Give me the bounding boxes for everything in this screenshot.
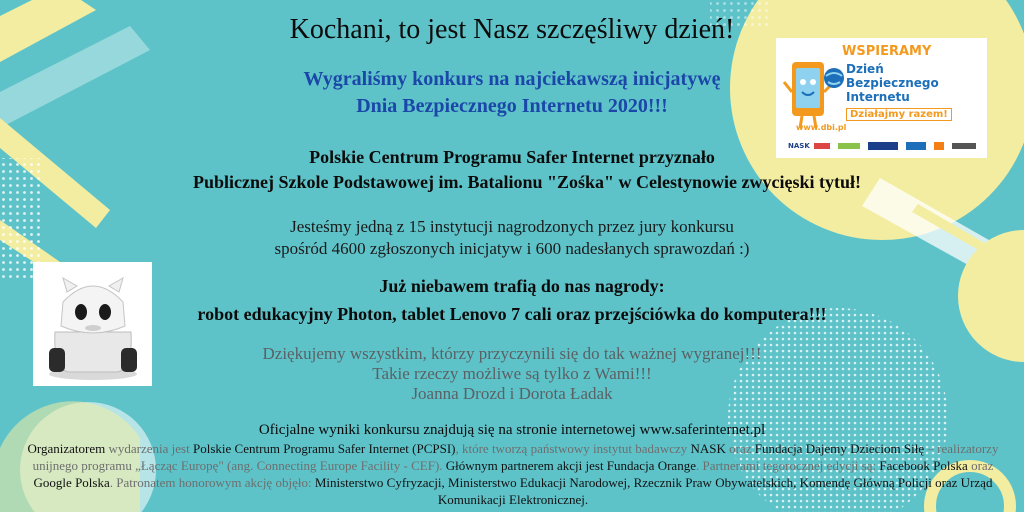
partner-logo <box>952 143 976 149</box>
results-link-text: Oficjalne wyniki konkursu znajdują się na stronie internetowej www.saferinternet.pl <box>258 422 766 438</box>
logo-partner-nask: NASK <box>788 142 810 150</box>
signature: Joanna Drozd i Dorota Ładak <box>411 384 613 403</box>
logo-line-5: Działajmy razem! <box>846 108 952 121</box>
footer-part: oraz <box>725 441 755 456</box>
partner-logo <box>868 142 898 150</box>
subtitle-line-1: Wygraliśmy konkurs na najciekawszą inicjatywę <box>303 68 721 90</box>
footer-part: Facebook Polska <box>879 458 968 473</box>
footer-part: Organizatorem <box>27 441 106 456</box>
safer-internet-day-logo <box>776 38 987 158</box>
partner-logos-strip <box>814 141 980 151</box>
footer-part: Fundacja Dajemy Dzieciom Siłę <box>754 441 925 456</box>
logo-line-3: Bezpiecznego <box>846 76 939 90</box>
footer-part: Ministerstwo Cyfryzacji, Ministerstwo Edukacji Narodowej, Rzecznik Praw Obywatelskich, Komendę Główną Policji oraz Urząd Komunikacji Elektronicznej. <box>314 475 993 507</box>
thanks-line-2: Takie rzeczy możliwe są tylko z Wami!!! <box>372 364 652 383</box>
footer-part: Google Polska <box>33 475 110 490</box>
footer-part: Polskie Centrum Programu Safer Internet (PCPSI) <box>192 441 456 456</box>
prizes-announcement <box>0 272 1024 328</box>
globe-icon <box>822 66 846 90</box>
award-line-1: Polskie Centrum Programu Safer Internet przyznało <box>309 147 715 167</box>
partner-logo <box>838 143 860 149</box>
logo-line-1: WSPIERAMY <box>842 44 932 59</box>
partner-logo <box>934 142 944 150</box>
count-line-2: spośród 4600 zgłoszonych inicjatyw i 600 nadesłanych sprawozdań :) <box>274 239 750 258</box>
thanks-message <box>0 344 1024 404</box>
organizers-footer <box>18 440 1008 508</box>
footer-part: wydarzenia jest <box>105 441 193 456</box>
thanks-line-1: Dziękujemy wszystkim, którzy przyczynili się do tak ważnej wygranej!!! <box>262 344 762 363</box>
footer-part: oraz <box>967 458 994 473</box>
footer-part: . Patronatem honorowym akcję objęło: <box>109 475 315 490</box>
footer-part: , które tworzą państwowy instytut badawczy <box>455 441 691 456</box>
logo-url: www.dbi.pl <box>796 123 847 132</box>
logo-line-4: Internetu <box>846 90 910 104</box>
robot-icon <box>33 262 152 386</box>
subtitle-line-2: Dnia Bezpiecznego Internetu 2020!!! <box>356 95 668 117</box>
footer-part: . Partnerami tegorocznej edycji są: <box>695 458 880 473</box>
partner-logo <box>814 143 830 149</box>
footer-part: – realizatorzy unijnego programu „Łącząc Europę" (ang. Connecting Europe Facility - CEF). <box>32 441 999 473</box>
logo-line-2: Dzień <box>846 62 884 76</box>
mascot-tablet-icon <box>782 52 842 132</box>
photon-robot-image <box>33 262 152 386</box>
footer-part: Głównym partnerem akcji jest Fundacja Orange <box>445 458 696 473</box>
partner-logo <box>906 142 926 150</box>
footer-part: NASK <box>690 441 726 456</box>
page-title: Kochani, to jest Nasz szczęśliwy dzień! <box>289 14 735 45</box>
prizes-line-1: Już niebawem trafią do nas nagrody: <box>379 276 665 296</box>
institution-count <box>0 216 1024 260</box>
award-line-2: Publicznej Szkole Podstawowej im. Batalionu "Zośka" w Celestynowie zwycięski tytuł! <box>193 172 861 192</box>
count-line-1: Jesteśmy jedną z 15 instytucji nagrodzonych przez jury konkursu <box>290 217 734 236</box>
prizes-line-2: robot edukacyjny Photon, tablet Lenovo 7 cali oraz przejściówka do komputera!!! <box>197 304 827 324</box>
